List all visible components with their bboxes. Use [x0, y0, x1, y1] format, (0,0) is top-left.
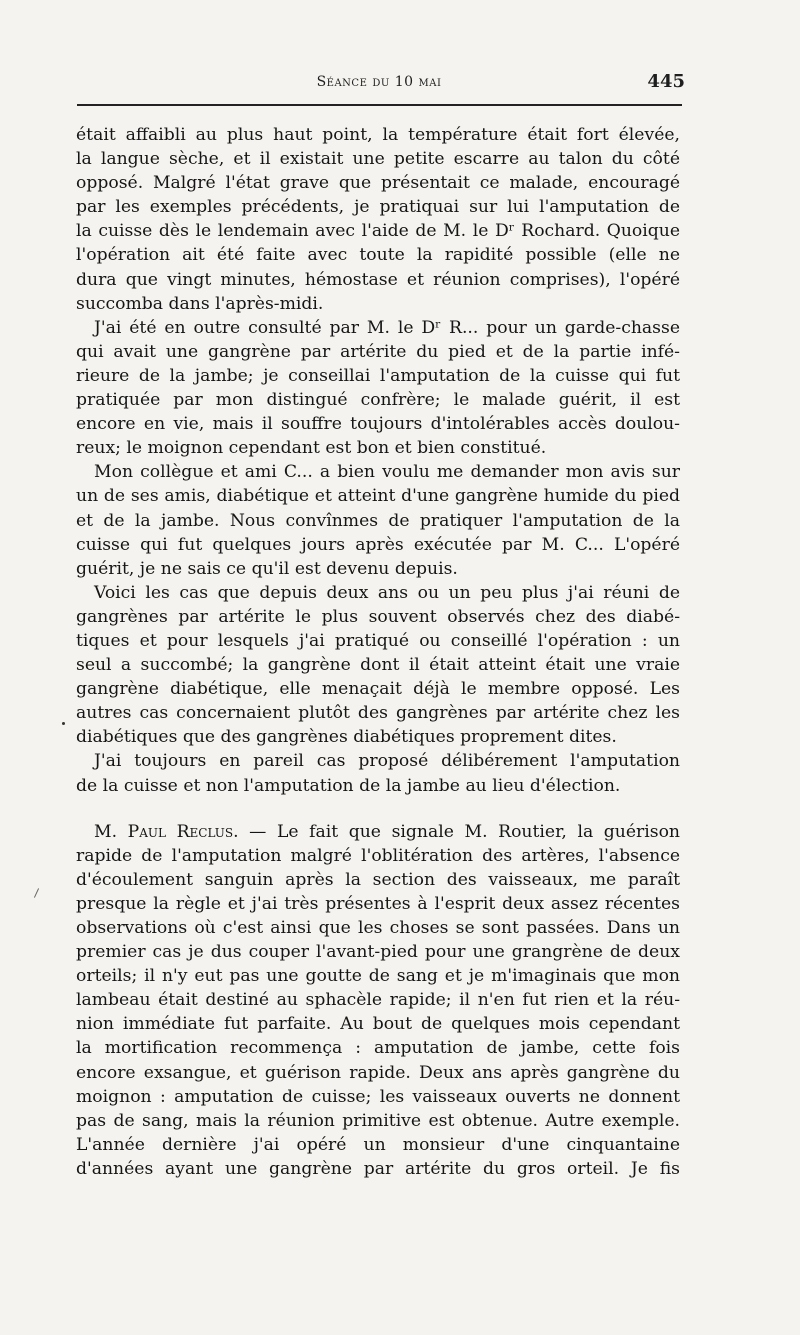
- running-title-month: mai: [418, 74, 442, 90]
- page-number: 445: [647, 71, 685, 92]
- text-line: nion immédiate fut parfaite. Au bout de quelques mois cependant: [76, 1014, 680, 1035]
- margin-mark: [62, 722, 65, 725]
- text-line: la langue sèche, et il existait une petite escarre au talon du côté: [76, 149, 680, 170]
- text-line: lambeau était destiné au sphacèle rapide; il n'en fut rien et la réu-: [76, 990, 680, 1011]
- speech-paragraph: [76, 820, 680, 1181]
- text-line: presque la règle et j'ai très présentes à l'esprit deux assez récentes: [76, 893, 680, 914]
- text-line: la cuisse dès le lendemain avec l'aide de M. le Dʳ Rochard. Quoique: [76, 221, 680, 242]
- text-line: la mortification recommença : amputation de jambe, cette fois: [76, 1038, 680, 1059]
- text-line: était affaibli au plus haut point, la température était fort élevée,: [76, 125, 680, 145]
- running-title-prefix: Séance du: [316, 74, 390, 90]
- paragraph: [76, 123, 680, 316]
- page-header: [75, 68, 683, 98]
- speaker-name: Paul Reclus: [127, 821, 234, 842]
- text-line: gangrène diabétique, elle menaçait déjà le membre opposé. Les: [76, 679, 680, 700]
- header-rule: [77, 104, 682, 106]
- text-line: J'ai toujours en pareil cas proposé délibérement l'amputation: [94, 751, 680, 772]
- text-line: succomba dans l'après-midi.: [76, 293, 324, 314]
- running-title: [75, 74, 683, 90]
- text-line: guérit, je ne sais ce qu'il est devenu depuis.: [76, 558, 458, 579]
- text-line: tiques et pour lesquels j'ai pratiqué ou conseillé l'opération : un: [76, 630, 680, 651]
- margin-mark: [34, 888, 39, 897]
- text-line: un de ses amis, diabétique et atteint d'une gangrène humide du pied: [76, 486, 680, 507]
- section-gap: [76, 798, 680, 820]
- text-line: gangrènes par artérite le plus souvent observés chez des diabé-: [76, 606, 680, 627]
- text-line: reux; le moignon cependant est bon et bien constitué.: [76, 438, 547, 459]
- text-line: observations où c'est ainsi que les choses se sont passées. Dans un: [76, 918, 680, 938]
- paragraph: [76, 749, 680, 797]
- speaker-prefix: M.: [94, 821, 128, 842]
- text-line: pas de sang, mais la réunion primitive est obtenue. Autre exemple.: [76, 1110, 680, 1131]
- text-line: par les exemples précédents, je pratiquai sur lui l'amputation de: [76, 197, 680, 218]
- text-line: l'opération ait été faite avec toute la rapidité possible (elle ne: [76, 245, 680, 266]
- text-line: cuisse qui fut quelques jours après exécutée par M. C... L'opéré: [76, 534, 680, 555]
- text-line: premier cas je dus couper l'avant-pied pour une grangrène de deux: [76, 942, 680, 963]
- text-line: Voici les cas que depuis deux ans ou un peu plus j'ai réuni de: [94, 582, 680, 603]
- text-line: pratiquée par mon distingué confrère; le malade guérit, il est: [76, 390, 680, 411]
- speech-first-line: [76, 820, 680, 844]
- text-line: d'écoulement sanguin après la section des vaisseaux, me paraît: [76, 869, 680, 890]
- text-line: seul a succombé; la gangrène dont il était atteint était une vraie: [76, 655, 680, 676]
- text-line: J'ai été en outre consulté par M. le Dʳ R... pour un garde-chasse: [94, 317, 680, 338]
- text-line: et de la jambe. Nous convînmes de pratiquer l'amputation de la: [76, 510, 680, 531]
- text-line: L'année dernière j'ai opéré un monsieur d'une cinquantaine: [76, 1134, 680, 1155]
- text-line: moignon : amputation de cuisse; les vaisseaux ouverts ne donnent: [76, 1086, 680, 1107]
- paragraph: [76, 316, 680, 461]
- running-title-day: 10: [394, 74, 414, 90]
- body-text: [76, 123, 680, 1181]
- text-line: encore exsangue, et guérison rapide. Deux ans après gangrène du: [76, 1062, 680, 1083]
- text-line: qui avait une gangrène par artérite du pied et de la partie infé-: [76, 341, 680, 362]
- paragraph: [76, 460, 680, 580]
- text-line: de la cuisse et non l'amputation de la jambe au lieu d'élection.: [76, 775, 621, 796]
- text-line: diabétiques que des gangrènes diabétiques proprement dites.: [76, 727, 617, 748]
- text-line: opposé. Malgré l'état grave que présentait ce malade, encouragé: [76, 173, 680, 194]
- text-line: dura que vingt minutes, hémostase et réunion comprises), l'opéré: [76, 269, 680, 290]
- text-line: encore en vie, mais il souffre toujours d'intolérables accès doulou-: [76, 414, 680, 435]
- text-line: Mon collègue et ami C... a bien voulu me demander mon avis sur: [94, 462, 680, 483]
- text-line: d'années ayant une gangrène par artérite du gros orteil. Je fis: [76, 1158, 680, 1179]
- speech-first-line-rest: . — Le fait que signale M. Routier, la guérison: [233, 821, 680, 842]
- text-line: orteils; il n'y eut pas une goutte de sang et je m'imaginais que mon: [76, 966, 680, 987]
- text-line: rapide de l'amputation malgré l'oblitération des artères, l'absence: [76, 845, 680, 866]
- paragraph: [76, 581, 680, 750]
- text-line: rieure de la jambe; je conseillai l'amputation de la cuisse qui fut: [76, 365, 680, 386]
- text-line: autres cas concernaient plutôt des gangrènes par artérite chez les: [76, 703, 680, 724]
